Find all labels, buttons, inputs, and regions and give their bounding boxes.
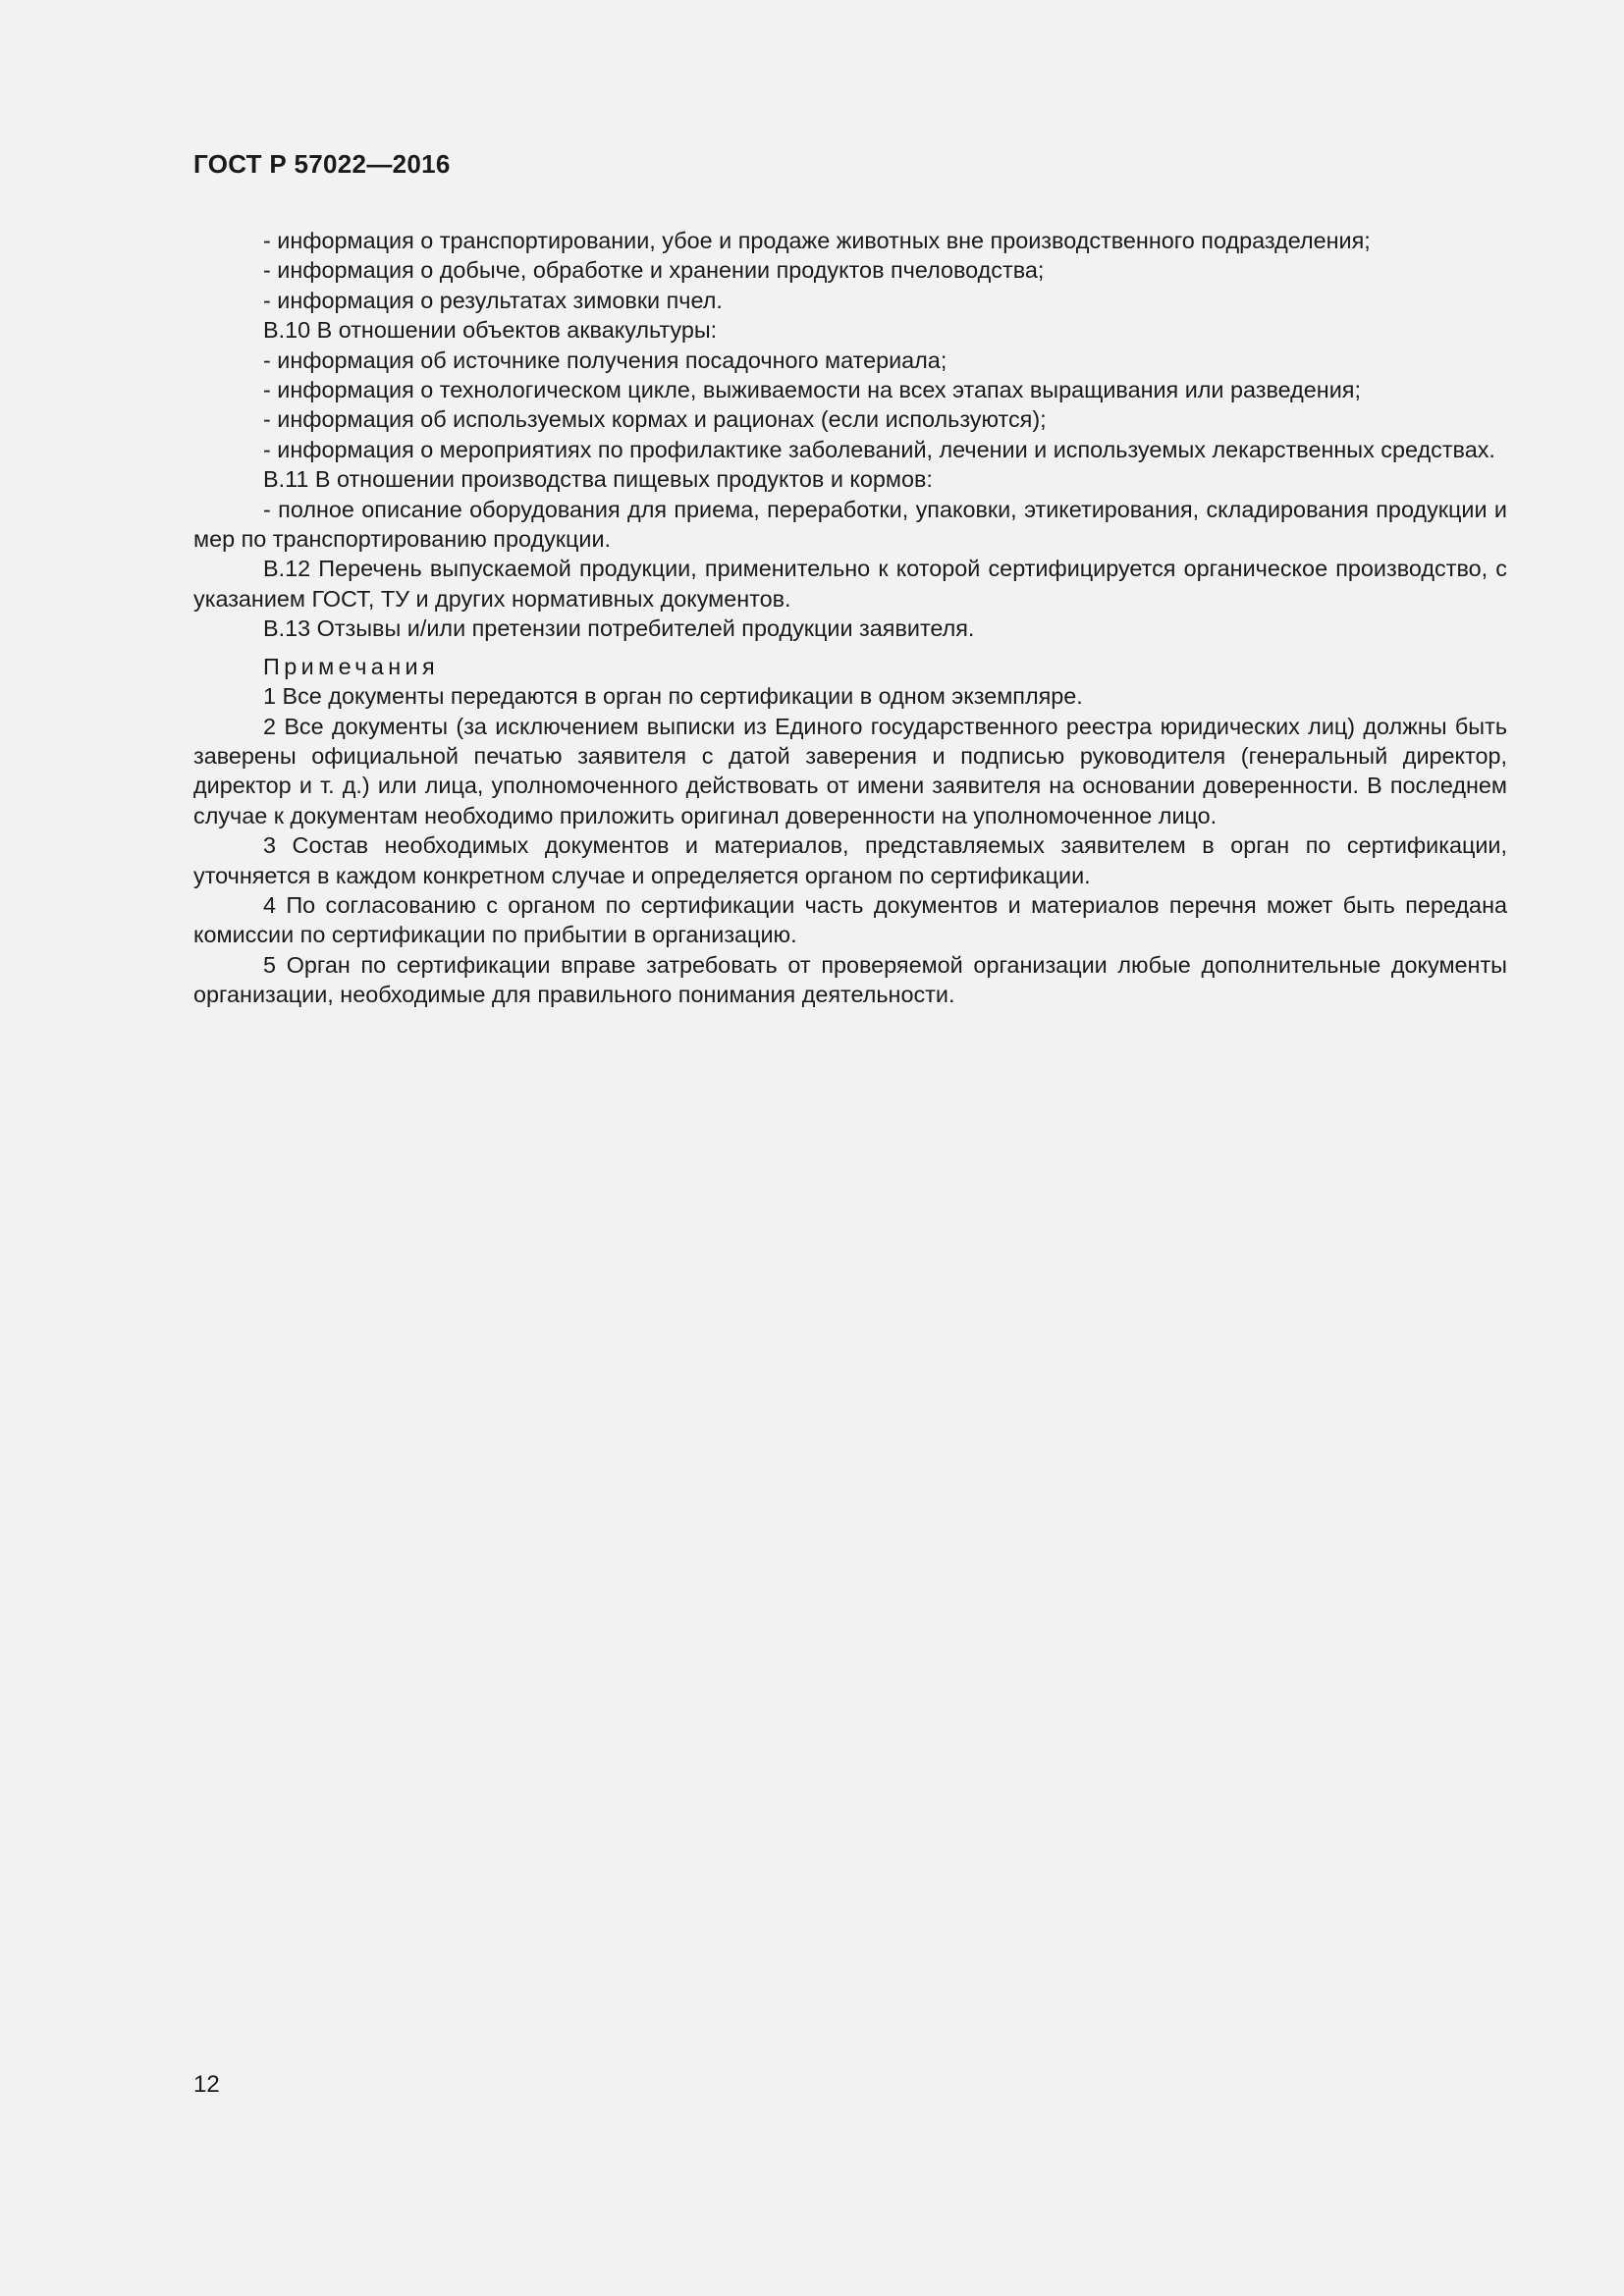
document-header: ГОСТ Р 57022—2016 [193, 149, 451, 179]
note-item-4: 4 По согласованию с органом по сертификации часть документов и материалов перечня может быть передана комиссии по сертификации по прибытии в организацию. [193, 891, 1507, 948]
note-item-5: 5 Орган по сертификации вправе затребовать от проверяемой организации любые дополнительные документы организации, необходимые для правильного понимания деятельности. [193, 951, 1507, 1008]
note-item-3: 3 Состав необходимых документов и материалов, представляемых заявителем в орган по сертификации, уточняется в каждом конкретном случае и определяется органом по сертификации. [193, 832, 1507, 888]
paragraph-disease-prevention-info: - информация о мероприятиях по профилактике заболеваний, лечении и используемых лекарственных средствах. [263, 436, 1495, 462]
document-page [193, 0, 1507, 2296]
document-body [193, 226, 1507, 1010]
paragraph-stock-source-info: - информация об источнике получения посадочного материала; [263, 347, 947, 373]
notes-title: Примечания [263, 653, 440, 679]
paragraph-tech-cycle-info: - информация о технологическом цикле, выживаемости на всех этапах выращивания или разведения; [263, 377, 1361, 403]
paragraph-bee-products-info: - информация о добыче, обработке и хранении продуктов пчеловодства; [263, 257, 1045, 284]
paragraph-wintering-info: - информация о результатах зимовки пчел. [263, 287, 723, 313]
section-b10-heading: В.10 В отношении объектов аквакультуры: [263, 317, 718, 344]
paragraph-equipment-description: - полное описание оборудования для приема, переработки, упаковки, этикетирования, складирования продукции и мер по транспортированию продукции. [193, 496, 1507, 553]
paragraph-feed-info: - информация об используемых кормах и рационах (если используются); [263, 406, 1047, 433]
paragraph-transport-info: - информация о транспортировании, убое и продаже животных вне производственного подразделения; [263, 228, 1371, 253]
note-item-1: 1 Все документы передаются в орган по сертификации в одном экземпляре. [263, 683, 1083, 710]
note-item-2: 2 Все документы (за исключением выписки из Единого государственного реестра юридических лиц) должны быть заверены официальной печатью заявителя с датой заверения и подписью руководителя (генеральный директор, директор и т. д.) или лица, уполномоченного действовать от имени заявителя на основании доверенности. В последнем случае к документам необходимо приложить оригинал доверенности на уполномоченное лицо. [193, 713, 1507, 828]
page-number: 12 [193, 2071, 220, 2098]
section-b11-heading: В.11 В отношении производства пищевых продуктов и кормов: [263, 466, 933, 493]
section-b12-paragraph: В.12 Перечень выпускаемой продукции, применительно к которой сертифицируется органическое производство, с указанием ГОСТ, ТУ и других нормативных документов. [193, 556, 1507, 612]
section-b13-paragraph: В.13 Отзывы и/или претензии потребителей продукции заявителя. [263, 615, 975, 642]
